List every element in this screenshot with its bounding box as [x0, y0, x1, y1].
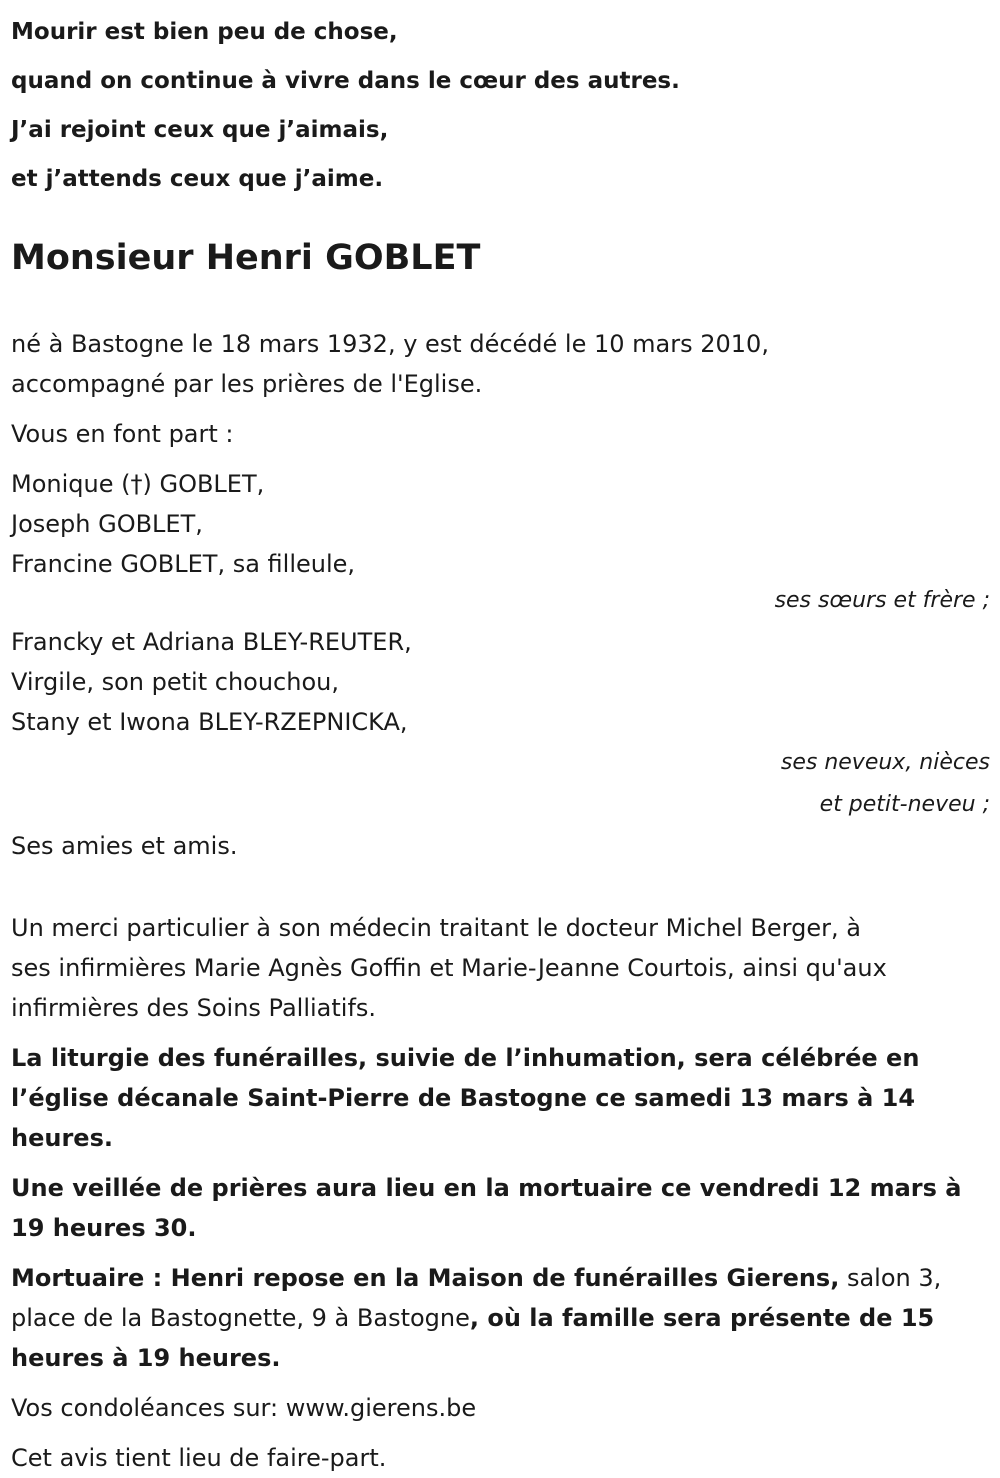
- thanks-line-3: infirmières des Soins Palliatifs.: [11, 994, 377, 1022]
- condolences-line: Vos condoléances sur: www.gierens.be: [11, 1394, 477, 1422]
- birth-line-2: accompagné par les prières de l'Eglise.: [11, 370, 483, 398]
- liturgy-line-3: heures.: [11, 1124, 113, 1152]
- announce-line: Vous en font part :: [11, 420, 234, 448]
- mortuary-hours-end: heures à 19 heures.: [11, 1344, 281, 1372]
- nephew-member: Francky et Adriana BLEY-REUTER,: [11, 628, 412, 656]
- nephews-relation-line-2: et petit-neveu ;: [819, 792, 990, 817]
- verse-line-1: Mourir est bien peu de chose,: [11, 19, 398, 45]
- birth-death-info: [11, 324, 990, 404]
- liturgy-paragraph: [11, 1038, 990, 1158]
- thanks-line-1: Un merci particulier à son médecin traitant le docteur Michel Berger, à: [11, 914, 861, 942]
- siblings-relation: ses sœurs et frère ;: [774, 588, 990, 613]
- mortuary-line-2: [11, 1298, 990, 1338]
- verse-line-4: et j’attends ceux que j’aime.: [11, 166, 384, 192]
- birth-line-1: né à Bastogne le 18 mars 1932, y est décédé le 10 mars 2010,: [11, 330, 769, 358]
- friends-line: Ses amies et amis.: [11, 832, 238, 860]
- nephew-member: Stany et Iwona BLEY-RZEPNICKA,: [11, 708, 408, 736]
- vigil-paragraph: [11, 1168, 990, 1248]
- mortuary-location-bold: Mortuaire : Henri repose en la Maison de funérailles Gierens,: [11, 1264, 840, 1292]
- mortuary-line-1: [11, 1258, 990, 1298]
- mortuary-address: place de la Bastognette, 9 à Bastogne: [11, 1304, 470, 1332]
- verse-line-2: quand on continue à vivre dans le cœur des autres.: [11, 68, 680, 94]
- sibling-member: Monique (†) GOBLET,: [11, 470, 265, 498]
- siblings-group: [11, 464, 990, 622]
- vigil-line-1: Une veillée de prières aura lieu en la mortuaire ce vendredi 12 mars à: [11, 1174, 962, 1202]
- mortuary-salon: salon 3,: [839, 1264, 942, 1292]
- deceased-name: Monsieur Henri GOBLET: [11, 238, 481, 278]
- nephews-relation-line-1: ses neveux, nièces: [780, 750, 990, 775]
- sibling-member: Joseph GOBLET,: [11, 510, 203, 538]
- mortuary-paragraph: [11, 1258, 990, 1378]
- verse-line-3: J’ai rejoint ceux que j’aimais,: [11, 117, 389, 143]
- epitaph-verse: [11, 0, 990, 204]
- mortuary-hours-start: , où la famille sera présente de 15: [469, 1304, 935, 1332]
- vigil-line-2: 19 heures 30.: [11, 1214, 197, 1242]
- nephews-group: [11, 622, 990, 826]
- sibling-member: Francine GOBLET, sa filleule,: [11, 550, 356, 578]
- thanks-paragraph: [11, 908, 990, 1028]
- liturgy-line-2: l’église décanale Saint-Pierre de Bastogne ce samedi 13 mars à 14: [11, 1084, 916, 1112]
- closing-line: Cet avis tient lieu de faire-part.: [11, 1444, 387, 1472]
- thanks-line-2: ses infirmières Marie Agnès Goffin et Marie-Jeanne Courtois, ainsi qu'aux: [11, 954, 887, 982]
- liturgy-line-1: La liturgie des funérailles, suivie de l’inhumation, sera célébrée en: [11, 1044, 920, 1072]
- nephew-member: Virgile, son petit chouchou,: [11, 668, 339, 696]
